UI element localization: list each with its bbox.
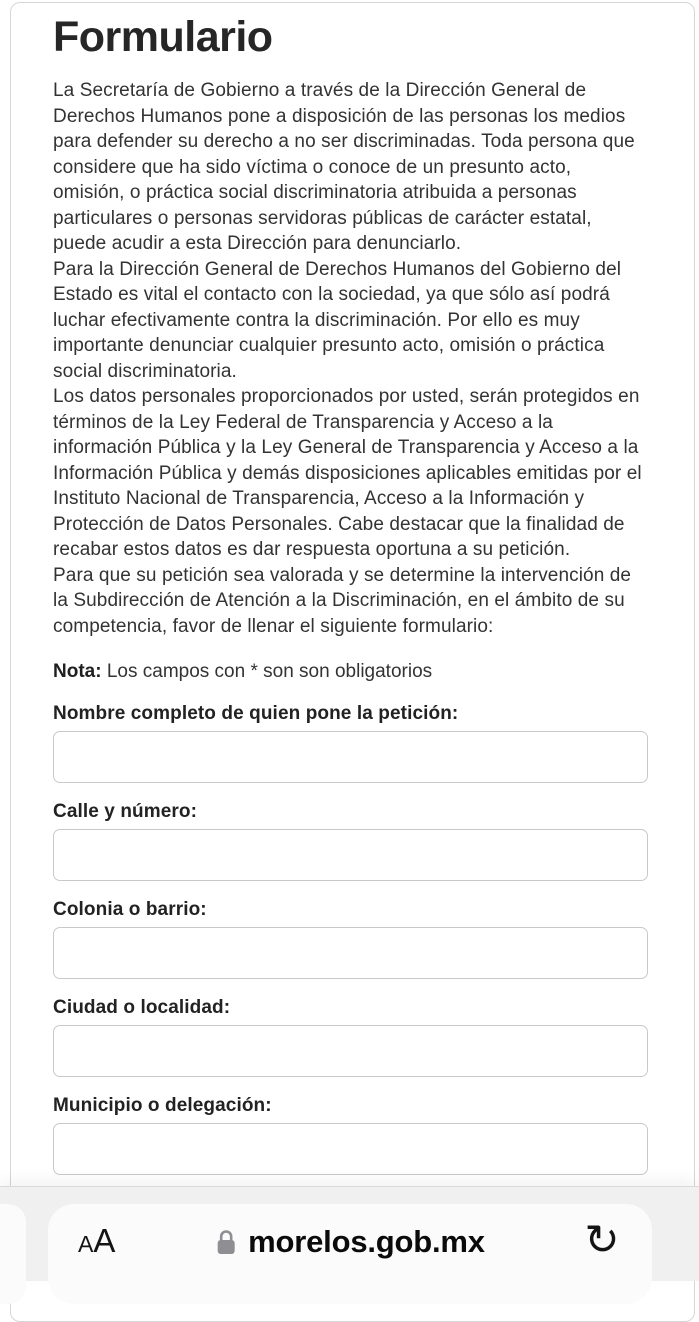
intro-paragraph-2: Para la Dirección General de Derechos Humanos del Gobierno del Estado es vital el contacto con la sociedad, ya que sólo así podrá luchar efectivamente contra la discriminación. Por ello es muy importante denunciar cualquier presunto acto, omisión o práctica social discriminatoria. xyxy=(53,258,622,382)
intro-text xyxy=(53,78,648,639)
input-nombre-completo[interactable] xyxy=(53,731,648,783)
url-domain-text: morelos.gob.mx xyxy=(248,1224,485,1259)
form-field xyxy=(53,701,648,783)
page-frame xyxy=(10,2,695,1322)
form-field xyxy=(53,995,648,1077)
input-calle-numero[interactable] xyxy=(53,829,648,881)
reload-icon[interactable]: ↻ xyxy=(584,1215,620,1264)
required-fields-note xyxy=(53,659,648,685)
input-ciudad-localidad[interactable] xyxy=(53,1025,648,1077)
field-label-colonia-barrio: Colonia o barrio: xyxy=(53,899,207,921)
adjacent-tab-edge[interactable] xyxy=(0,1204,26,1304)
lock-icon xyxy=(215,1227,237,1257)
intro-paragraph-1: La Secretaría de Gobierno a través de la Dirección General de Derechos Humanos pone a disposición de las personas los medios para defender su derecho a no ser discriminadas. Toda persona que considere que ha sido víctima o conoce de un presunto acto, omisión, o práctica social discriminatoria atribuida a personas particulares o personas servidoras públicas de carácter estatal, puede acudir a esta Dirección para denunciarlo. xyxy=(53,80,635,255)
url-display[interactable] xyxy=(215,1223,485,1261)
note-text: Los campos con * son son obligatorios xyxy=(101,661,433,683)
reader-a-small: A xyxy=(78,1231,94,1257)
address-bar[interactable] xyxy=(48,1204,652,1304)
field-label-nombre-completo: Nombre completo de quien pone la petición: xyxy=(53,703,459,725)
reader-a-large: A xyxy=(93,1222,116,1259)
field-label-municipio-delegacion: Municipio o delegación: xyxy=(53,1095,272,1117)
page-title: Formulario xyxy=(53,13,273,61)
reader-text-size-button[interactable] xyxy=(78,1222,115,1260)
form-field xyxy=(53,897,648,979)
form-field xyxy=(53,799,648,881)
safari-bottom-toolbar xyxy=(0,1186,699,1281)
field-label-ciudad-localidad: Ciudad o localidad: xyxy=(53,997,231,1019)
input-municipio-delegacion[interactable] xyxy=(53,1123,648,1175)
intro-paragraph-4: Para que su petición sea valorada y se determine la intervención de la Subdirección de Atención a la Discriminación, en el ámbito de su competencia, favor de llenar el siguiente formulario: xyxy=(53,564,632,637)
input-colonia-barrio[interactable] xyxy=(53,927,648,979)
intro-paragraph-3: Los datos personales proporcionados por usted, serán protegidos en términos de la Ley Federal de Transparencia y Acceso a la información Pública y la Ley General de Transparencia y Acceso a la Información Pública y demás disposiciones aplicables emitidas por el Instituto Nacional de Transparencia, Acceso a la Información y Protección de Datos Personales. Cabe destacar que la finalidad de recabar estos datos es dar respuesta oportuna a su petición. xyxy=(53,386,642,561)
form-field xyxy=(53,1093,648,1175)
field-label-calle-numero: Calle y número: xyxy=(53,801,198,823)
note-label: Nota: xyxy=(53,661,102,683)
